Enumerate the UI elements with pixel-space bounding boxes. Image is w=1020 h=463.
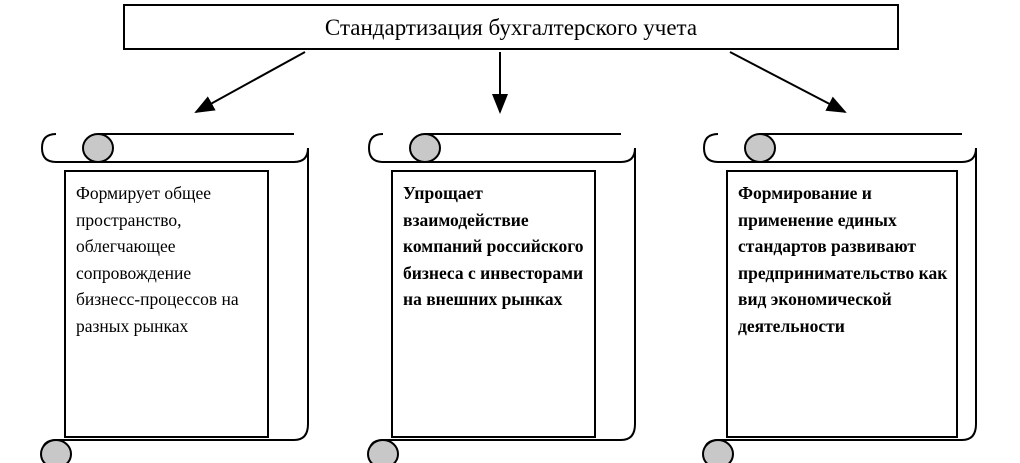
scroll-curl-bottom-3 [703,440,733,463]
scroll-text-1: Формирует общее пространство, облегчающее сопровождение бизнесс-процессов на разных рынках [64,170,269,438]
scroll-node-2 [363,118,653,463]
scroll-curl-bottom-1 [41,440,71,463]
scroll-curl-top-1 [83,134,113,162]
arrow-right [730,52,845,112]
scroll-node-1 [36,118,326,463]
scroll-curl-top-3 [745,134,775,162]
scroll-curl-top-2 [410,134,440,162]
scroll-text-2: Упрощает взаимодействие компаний российского бизнеса с инвесторами на внешних рынках [391,170,596,438]
scroll-node-3 [698,118,994,463]
scroll-text-3: Формирование и применение единых стандартов развивают предпринимательство как вид экономической деятельности [726,170,958,438]
title-box [123,4,899,50]
arrow-left [196,52,305,112]
page-title: Стандартизация бухгалтерского учета [324,14,698,40]
scroll-curl-bottom-2 [368,440,398,463]
